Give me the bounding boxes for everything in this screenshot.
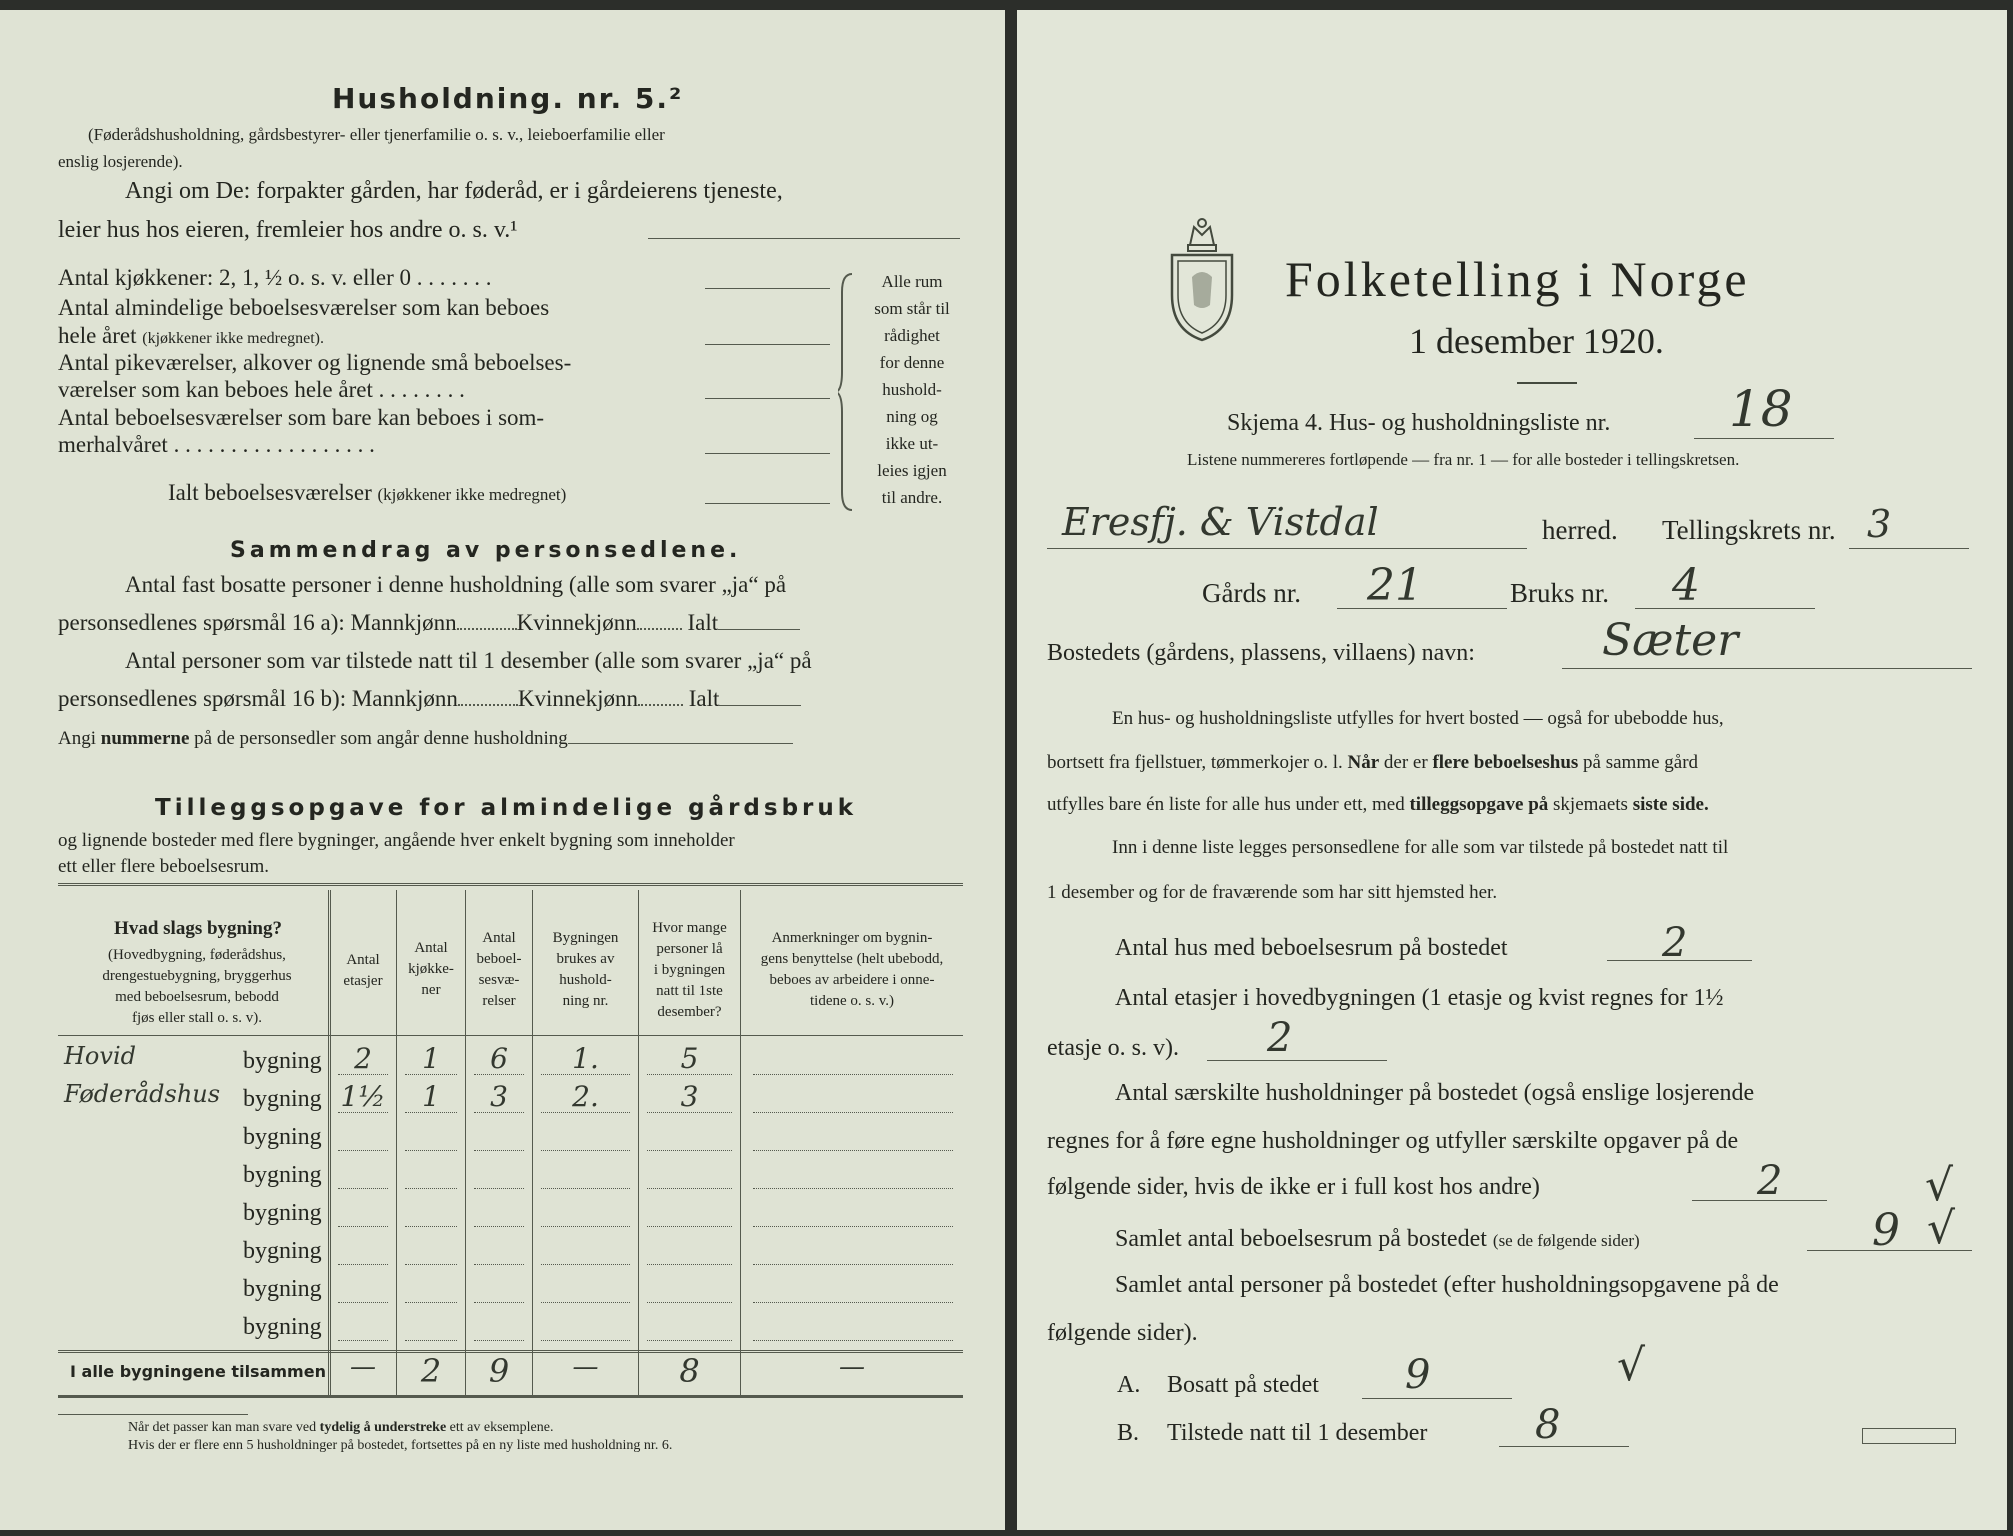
herred-value: Eresfj. & Vistdal <box>1062 500 1379 544</box>
instr-line-5: 1 desember og for de fraværende som har sitt hjemsted her. <box>1047 882 1498 903</box>
almind-label-2: hele året (kjøkkener ikke medregnet). <box>58 323 324 348</box>
sammendrag-title: Sammendrag av personsedlene. <box>230 538 742 563</box>
tillegg-line-2: ett eller flere beboelsesrum. <box>58 856 270 877</box>
census-date: 1 desember 1920. <box>1409 321 1664 361</box>
qa-line <box>1362 1398 1512 1399</box>
q5-label-1: Samlet antal personer på bostedet (efter husholdningsopgavene på de <box>1115 1272 1779 1298</box>
left-page <box>0 10 1005 1530</box>
qb-letter: B. <box>1117 1420 1140 1446</box>
qb-label: Tilstede natt til 1 desember <box>1167 1420 1428 1446</box>
cell-hushold: 1. <box>572 1042 599 1075</box>
q2-label-2: etasje o. s. v). <box>1047 1035 1179 1061</box>
q4-check-icon: √ <box>1927 1203 1956 1254</box>
cell-etasjer: 2 <box>354 1042 372 1075</box>
bruks-nr: 4 <box>1672 560 1700 611</box>
sommer-label-2: merhalvåret . . . . . . . . . . . . . . . . . . <box>58 432 375 457</box>
table-top-rule <box>58 883 963 886</box>
printer-stamp <box>1862 1428 1956 1444</box>
qb-value: 8 <box>1535 1402 1561 1448</box>
q3-label-3: følgende sider, hvis de ikke er i full kost hos andre) <box>1047 1174 1540 1200</box>
q3-label-2: regnes for å føre egne husholdninger og utfyller særskilte opgaver på de <box>1047 1128 1739 1154</box>
table-row <box>58 1080 963 1118</box>
table-row <box>58 1156 963 1194</box>
q3-label-1: Antal særskilte husholdninger på bostedet (også enslige losjerende <box>1115 1080 1755 1106</box>
instr-line-3: utfylles bare én liste for alle hus under ett, med tilleggsopgave på skjemaets siste side. <box>1047 794 1709 815</box>
cell-kjokken: 1 <box>422 1042 440 1075</box>
col-header-personer: Hvor mange personer lå i bygningen natt til 1ste desember? <box>652 920 727 1020</box>
cell-hushold: 2. <box>572 1080 599 1113</box>
footnote-divider <box>58 1414 248 1415</box>
tellingskrets-line <box>1849 548 1969 549</box>
col-header-anmerkninger: Anmerkninger om bygnin- gens benyttelse (helt ubebodd, beboes av arbeidere i onne- tidene o. s. v.) <box>760 930 944 1009</box>
cell-vaerelser: 6 <box>490 1042 508 1075</box>
instr-line-4: Inn i denne liste legges personsedlene for alle som var tilstede på bostedet natt til <box>1112 837 1729 858</box>
gards-nr: 21 <box>1367 560 1423 611</box>
title-divider <box>1517 382 1577 384</box>
bosted-label: Bostedets (gårdens, plassens, villaens) navn: <box>1047 640 1475 666</box>
skjema-nr: 18 <box>1729 380 1793 438</box>
bygning-label: bygning <box>243 1048 322 1074</box>
pike-label-2: værelser som kan beboes hele året . . . . . . . . <box>58 377 465 402</box>
q3-value: 2 <box>1757 1158 1783 1204</box>
total-label: I alle bygningene tilsammen <box>70 1362 326 1381</box>
pike-label-1: Antal pikeværelser, alkover og lignende små beboelses- <box>58 350 572 375</box>
q2-value: 2 <box>1267 1015 1293 1061</box>
col-header-etasjer: Antal etasjer <box>343 952 383 989</box>
almind-answer-line <box>705 344 830 345</box>
bygning-label: bygning <box>243 1238 322 1264</box>
tellingskrets-nr: 3 <box>1867 502 1892 546</box>
ialt-label: Ialt beboelsesværelser (kjøkkener ikke medregnet) <box>168 480 567 505</box>
tillegg-title: Tilleggsopgave for almindelige gårdsbruk <box>155 795 858 821</box>
sommer-answer-line <box>705 453 830 454</box>
herred-label: herred. <box>1542 515 1618 545</box>
skjema-line <box>1694 438 1834 439</box>
bosted-navn: Sæter <box>1602 615 1739 666</box>
table-row <box>58 1270 963 1308</box>
angi-line-2: leier hus hos eieren, fremleier hos andre o. s. v.¹ <box>58 217 518 243</box>
kjokken-label: Antal kjøkkener: 2, 1, ½ o. s. v. eller 0 . . . . . . . <box>58 265 492 290</box>
table-row <box>58 1232 963 1270</box>
household-title: Husholdning. nr. 5.² <box>332 82 684 115</box>
census-title: Folketelling i Norge <box>1285 251 1750 307</box>
qa-label: Bosatt på stedet <box>1167 1372 1319 1398</box>
sammendrag-line-3: Antal personer som var tilstede natt til 1 desember (alle som svarer „ja“ på <box>125 648 812 673</box>
q1-value: 2 <box>1662 920 1688 966</box>
q2-line <box>1207 1060 1387 1061</box>
angi-line-1: Angi om De: forpakter gården, har føderåd, er i gårdeierens tjeneste, <box>125 178 783 204</box>
household-subtitle: (Føderådshusholdning, gårdsbestyrer- eller tjenerfamilie o. s. v., leieboerfamilie eller <box>88 125 665 144</box>
kjokken-answer-line <box>705 288 830 289</box>
sammendrag-line-5: Angi nummerne på de personsedler som angår denne husholdning <box>58 728 793 750</box>
bygning-label: bygning <box>243 1276 322 1302</box>
table-row <box>58 1308 963 1346</box>
q4-label: Samlet antal beboelsesrum på bostedet (se de følgende sider) <box>1115 1226 1640 1252</box>
bruks-line <box>1635 608 1815 609</box>
bygning-label: bygning <box>243 1162 322 1188</box>
coat-of-arms-icon <box>1162 215 1242 345</box>
angi-answer-line <box>648 238 960 239</box>
sammendrag-line-1: Antal fast bosatte personer i denne husholdning (alle som svarer „ja“ på <box>125 572 787 597</box>
total-etasjer: — <box>350 1352 376 1382</box>
side-note: Alle rum som står til rådighet for denne hushold- ning og ikke ut- leies igjen til andre. <box>874 272 950 507</box>
total-vaerelser: 9 <box>488 1352 510 1390</box>
col-header-type-note: (Hovedbygning, føderådshus, drengestuebygning, bryggerhus med beboelsesrum, bebodd fjøs eller stall o. s. v). <box>102 947 292 1026</box>
building-name: Hovid <box>64 1042 136 1070</box>
col-header-vaerelser: Antal beboel- sesvæ- relser <box>476 930 522 1009</box>
q5-label-2: følgende sider). <box>1047 1320 1198 1346</box>
col-header-type: Hvad slags bygning? <box>114 918 282 939</box>
total-personer: 8 <box>679 1352 700 1390</box>
skjema-label: Skjema 4. Hus- og husholdningsliste nr. <box>1227 410 1611 436</box>
sammendrag-line-2: personsedlenes spørsmål 16 a): Mannkjønn Kvinnekjønn Ialt <box>58 610 800 636</box>
tellingskrets-label: Tellingskrets nr. <box>1662 515 1836 545</box>
q2-label-1: Antal etasjer i hovedbygningen (1 etasje og kvist regnes for 1½ <box>1115 985 1724 1011</box>
total-anm: — <box>839 1352 865 1382</box>
table-row <box>58 1194 963 1232</box>
footnote-1: Når det passer kan man svare ved tydelig å understreke ett av eksemplene. <box>128 1420 554 1435</box>
instr-line-2: bortsett fra fjellstuer, tømmerkojer o. l. Når der er flere beboelseshus på samme gård <box>1047 752 1699 773</box>
bygning-label: bygning <box>243 1314 322 1340</box>
gards-label: Gårds nr. <box>1202 578 1301 608</box>
ialt-answer-line <box>705 503 830 504</box>
cell-kjokken: 1 <box>422 1080 440 1113</box>
tillegg-line-1: og lignende bosteder med flere bygninger, angående hver enkelt bygning som inneholder <box>58 830 735 851</box>
qa-value: 9 <box>1405 1352 1431 1398</box>
brace-icon <box>838 272 858 512</box>
table-row <box>58 1118 963 1156</box>
bygning-label: bygning <box>243 1200 322 1226</box>
qb-line <box>1499 1446 1629 1447</box>
bruks-label: Bruks nr. <box>1510 578 1610 608</box>
building-table <box>58 890 963 1395</box>
q3-check-icon: √ <box>1925 1160 1954 1211</box>
building-name: Føderådshus <box>64 1080 221 1108</box>
sammendrag-line-4: personsedlenes spørsmål 16 b): Mannkjønn Kvinnekjønn Ialt <box>58 686 801 712</box>
cell-vaerelser: 3 <box>490 1080 508 1113</box>
listene-note: Listene nummereres fortløpende — fra nr. 1 — for alle bosteder i tellingskretsen. <box>1187 450 1740 469</box>
bygning-label: bygning <box>243 1086 322 1112</box>
household-subtitle-2: enslig losjerende). <box>58 152 183 171</box>
table-row <box>58 1042 963 1080</box>
q1-label: Antal hus med beboelsesrum på bostedet <box>1115 935 1508 961</box>
right-page <box>1017 10 2007 1530</box>
footnote-2: Hvis der er flere enn 5 husholdninger på bostedet, fortsettes på en ny liste med husholdning nr. 6. <box>128 1438 673 1453</box>
almind-label-1: Antal almindelige beboelsesværelser som kan beboes <box>58 295 550 320</box>
q4-value: 9 <box>1872 1205 1900 1256</box>
qa-letter: A. <box>1117 1372 1141 1398</box>
instr-line-1: En hus- og husholdningsliste utfylles for hvert bosted — også for ubebodde hus, <box>1112 708 1724 729</box>
bosted-line <box>1562 668 1972 669</box>
pike-answer-line <box>705 398 830 399</box>
col-header-kjokken: Antal kjøkke- ner <box>408 940 454 998</box>
cell-personer: 3 <box>680 1080 699 1113</box>
total-hushold: — <box>572 1352 599 1382</box>
col-header-hushold: Bygningen brukes av hushold- ning nr. <box>552 930 619 1009</box>
sommer-label-1: Antal beboelsesværelser som bare kan beboes i som- <box>58 405 545 430</box>
qa-check-icon: √ <box>1617 1340 1646 1391</box>
bygning-label: bygning <box>243 1124 322 1150</box>
cell-personer: 5 <box>680 1042 699 1075</box>
table-bottom-rule <box>58 1395 963 1398</box>
total-kjokken: 2 <box>420 1352 442 1390</box>
herred-line <box>1047 548 1527 549</box>
cell-etasjer: 1½ <box>340 1080 386 1113</box>
